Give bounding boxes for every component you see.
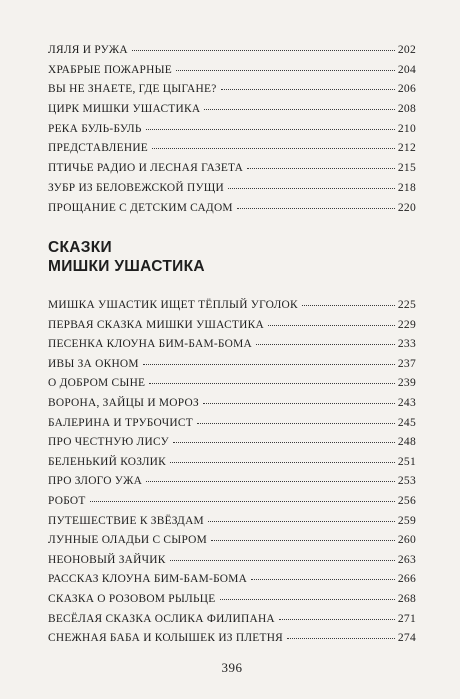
toc-entry-title: СНЕЖНАЯ БАБА И КОЛЫШЕК ИЗ ПЛЕТНЯ bbox=[48, 632, 284, 645]
book-page bbox=[48, 0, 416, 699]
dot-leader bbox=[211, 540, 395, 541]
toc-entry-page: 266 bbox=[397, 572, 416, 586]
toc-entry bbox=[48, 122, 416, 142]
toc-entry-page: 248 bbox=[397, 435, 416, 449]
toc-entry-page: 218 bbox=[397, 180, 416, 194]
dot-leader bbox=[302, 305, 395, 306]
dot-leader bbox=[143, 364, 395, 365]
toc-entry-page: 243 bbox=[397, 395, 416, 409]
dot-leader bbox=[247, 168, 395, 169]
toc-entry-page: 259 bbox=[397, 513, 416, 527]
dot-leader bbox=[228, 188, 395, 189]
toc-entry bbox=[48, 357, 416, 377]
toc-entry-title: О ДОБРОМ СЫНЕ bbox=[48, 377, 146, 390]
dot-leader bbox=[251, 579, 395, 580]
toc-entry bbox=[48, 455, 416, 475]
dot-leader bbox=[221, 89, 395, 90]
toc-entry bbox=[48, 201, 416, 221]
toc-entry-title: РЕКА БУЛЬ-БУЛЬ bbox=[48, 122, 142, 135]
dot-leader bbox=[208, 521, 395, 522]
toc-entry-page: 206 bbox=[397, 82, 416, 96]
toc-entry bbox=[48, 337, 416, 357]
toc-entry bbox=[48, 141, 416, 161]
toc-entry bbox=[48, 161, 416, 181]
toc-entry bbox=[48, 592, 416, 612]
toc-entry-page: 220 bbox=[397, 200, 416, 214]
toc-entry-page: 253 bbox=[397, 474, 416, 488]
toc-entry-title: ЗУБР ИЗ БЕЛОВЕЖСКОЙ ПУЩИ bbox=[48, 181, 224, 194]
dot-leader bbox=[132, 50, 395, 51]
toc-entry-title: ЛУННЫЕ ОЛАДЬИ С СЫРОМ bbox=[48, 534, 208, 547]
toc-entry bbox=[48, 318, 416, 338]
toc-entry-title: ВЕСЁЛАЯ СКАЗКА ОСЛИКА ФИЛИПАНА bbox=[48, 612, 275, 625]
dot-leader bbox=[268, 325, 395, 326]
toc-entry-page: 263 bbox=[397, 552, 416, 566]
toc-entry bbox=[48, 474, 416, 494]
toc-entry bbox=[48, 63, 416, 83]
dot-leader bbox=[149, 383, 395, 384]
table-of-contents-part-2 bbox=[48, 298, 416, 651]
toc-entry bbox=[48, 494, 416, 514]
dot-leader bbox=[287, 638, 395, 639]
toc-entry bbox=[48, 612, 416, 632]
dot-leader bbox=[146, 129, 395, 130]
toc-entry-page: 210 bbox=[397, 121, 416, 135]
toc-entry-title: ПЕСЕНКА КЛОУНА БИМ-БАМ-БОМА bbox=[48, 338, 252, 351]
toc-entry-title: БАЛЕРИНА И ТРУБОЧИСТ bbox=[48, 416, 193, 429]
toc-entry-title: ПРО ЧЕСТНУЮ ЛИСУ bbox=[48, 436, 169, 449]
toc-entry-page: 274 bbox=[397, 631, 416, 645]
section-heading bbox=[48, 238, 416, 276]
toc-entry-page: 271 bbox=[397, 611, 416, 625]
dot-leader bbox=[176, 70, 395, 71]
toc-entry bbox=[48, 553, 416, 573]
toc-entry-title: СКАЗКА О РОЗОВОМ РЫЛЬЦЕ bbox=[48, 592, 216, 605]
toc-entry-page: 268 bbox=[397, 591, 416, 605]
toc-entry-title: ВОРОНА, ЗАЙЦЫ И МОРОЗ bbox=[48, 396, 199, 409]
toc-entry bbox=[48, 298, 416, 318]
toc-entry-page: 212 bbox=[397, 141, 416, 155]
toc-entry-page: 204 bbox=[397, 62, 416, 76]
toc-entry-page: 237 bbox=[397, 356, 416, 370]
dot-leader bbox=[170, 462, 395, 463]
section-heading-line-1: СКАЗКИ bbox=[48, 239, 112, 256]
toc-entry-page: 202 bbox=[397, 43, 416, 56]
toc-entry-title: НЕОНОВЫЙ ЗАЙЧИК bbox=[48, 553, 166, 566]
toc-entry-page: 233 bbox=[397, 337, 416, 351]
dot-leader bbox=[197, 423, 395, 424]
toc-entry-title: ЦИРК МИШКИ УШАСТИКА bbox=[48, 103, 201, 116]
toc-entry-page: 256 bbox=[397, 493, 416, 507]
toc-entry-page: 225 bbox=[397, 298, 416, 311]
toc-entry-title: ПУТЕШЕСТВИЕ К ЗВЁЗДАМ bbox=[48, 514, 204, 527]
dot-leader bbox=[203, 403, 395, 404]
toc-entry-title: ПТИЧЬЕ РАДИО И ЛЕСНАЯ ГАЗЕТА bbox=[48, 162, 244, 175]
toc-entry bbox=[48, 43, 416, 63]
dot-leader bbox=[237, 208, 395, 209]
toc-entry-title: ВЫ НЕ ЗНАЕТЕ, ГДЕ ЦЫГАНЕ? bbox=[48, 83, 217, 96]
toc-entry-title: ХРАБРЫЕ ПОЖАРНЫЕ bbox=[48, 63, 172, 76]
section-heading-line-2: МИШКИ УШАСТИКА bbox=[48, 258, 205, 275]
toc-entry-page: 251 bbox=[397, 454, 416, 468]
dot-leader bbox=[256, 344, 395, 345]
dot-leader bbox=[220, 599, 395, 600]
dot-leader bbox=[170, 560, 395, 561]
toc-entry-title: БЕЛЕНЬКИЙ КОЗЛИК bbox=[48, 455, 166, 468]
toc-entry-title: ПРО ЗЛОГО УЖА bbox=[48, 475, 143, 488]
toc-entry-title: ИВЫ ЗА ОКНОМ bbox=[48, 357, 139, 370]
toc-entry-page: 229 bbox=[397, 317, 416, 331]
dot-leader bbox=[146, 481, 395, 482]
toc-entry bbox=[48, 376, 416, 396]
table-of-contents-part-1 bbox=[48, 43, 416, 220]
toc-entry bbox=[48, 435, 416, 455]
dot-leader bbox=[152, 148, 395, 149]
toc-entry bbox=[48, 514, 416, 534]
toc-entry bbox=[48, 396, 416, 416]
dot-leader bbox=[204, 109, 395, 110]
toc-entry bbox=[48, 533, 416, 553]
dot-leader bbox=[279, 619, 395, 620]
toc-entry bbox=[48, 82, 416, 102]
toc-entry bbox=[48, 631, 416, 651]
toc-entry-page: 208 bbox=[397, 102, 416, 116]
toc-entry bbox=[48, 572, 416, 592]
toc-entry-page: 215 bbox=[397, 161, 416, 175]
toc-entry-page: 260 bbox=[397, 533, 416, 547]
toc-entry-title: ЛЯЛЯ И РУЖА bbox=[48, 44, 128, 56]
toc-entry-page: 239 bbox=[397, 376, 416, 390]
dot-leader bbox=[90, 501, 395, 502]
toc-entry-title: ПРЕДСТАВЛЕНИЕ bbox=[48, 142, 149, 155]
dot-leader bbox=[173, 442, 395, 443]
toc-entry-title: РОБОТ bbox=[48, 494, 86, 507]
toc-entry-title: РАССКАЗ КЛОУНА БИМ-БАМ-БОМА bbox=[48, 573, 248, 586]
toc-entry bbox=[48, 416, 416, 436]
toc-entry bbox=[48, 102, 416, 122]
toc-entry-title: МИШКА УШАСТИК ИЩЕТ ТЁПЛЫЙ УГОЛОК bbox=[48, 299, 298, 311]
toc-entry-title: ПЕРВАЯ СКАЗКА МИШКИ УШАСТИКА bbox=[48, 318, 264, 331]
page-number: 396 bbox=[221, 660, 243, 675]
toc-entry-page: 245 bbox=[397, 415, 416, 429]
toc-entry bbox=[48, 181, 416, 201]
toc-entry-title: ПРОЩАНИЕ С ДЕТСКИМ САДОМ bbox=[48, 201, 233, 214]
